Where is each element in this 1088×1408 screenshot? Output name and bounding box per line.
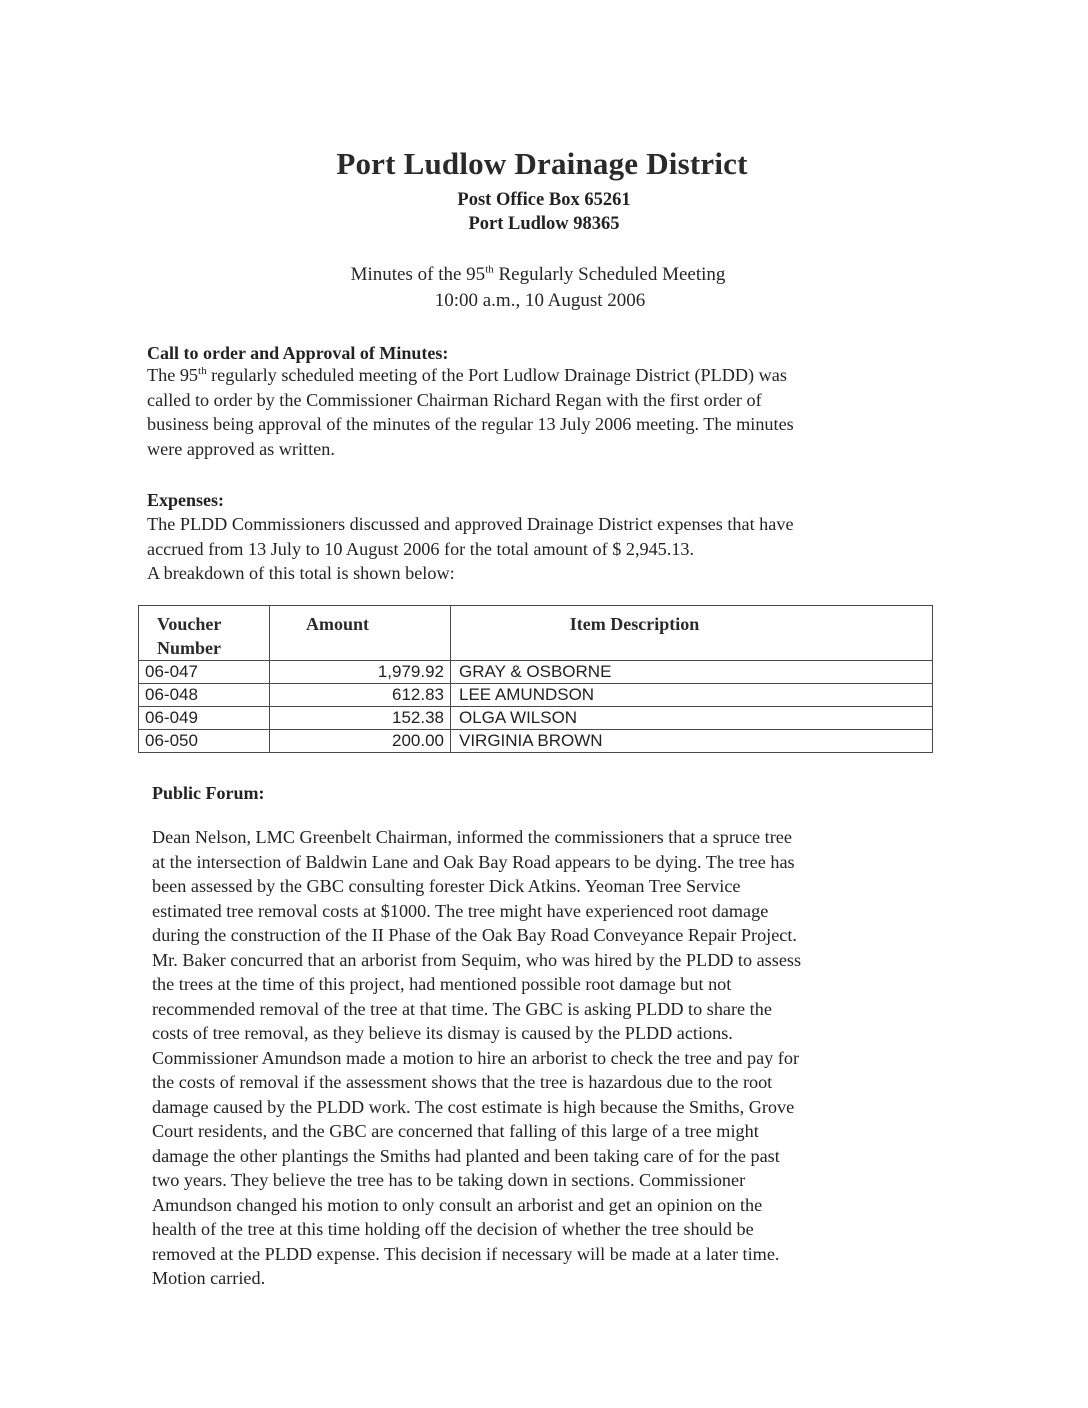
description-cell: GRAY & OSBORNE xyxy=(451,661,933,684)
paragraph-line: during the construction of the II Phase of the Oak Bay Road Conveyance Repair Project. xyxy=(152,925,797,945)
call-to-order-paragraph xyxy=(147,363,937,461)
paragraph-line: were approved as written. xyxy=(147,438,335,459)
title-text: Port Ludlow Drainage District xyxy=(336,146,748,181)
paragraph-line: Dean Nelson, LMC Greenbelt Chairman, informed the commissioners that a spruce tree xyxy=(152,827,792,847)
expenses-paragraph xyxy=(147,512,937,586)
paragraph-line: Court residents, and the GBC are concerned that falling of this large of a tree might xyxy=(152,1121,759,1141)
description-cell: VIRGINIA BROWN xyxy=(451,730,933,753)
paragraph-line xyxy=(147,363,937,388)
paragraph-line: at the intersection of Baldwin Lane and Oak Bay Road appears to be dying. The tree has xyxy=(152,851,795,872)
header-item-description: Item Description xyxy=(451,606,933,661)
amount-cell: 152.38 xyxy=(270,707,451,730)
line-text: The 95 xyxy=(147,365,199,385)
table-row xyxy=(139,661,933,684)
table-row xyxy=(139,707,933,730)
ordinal-suffix: th xyxy=(485,263,494,276)
paragraph-line: Amundson changed his motion to only consult an arborist and get an opinion on the xyxy=(152,1194,763,1215)
meeting-datetime: 10:00 a.m., 10 August 2006 xyxy=(434,290,646,311)
paragraph-line: Mr. Baker concurred that an arborist from Sequim, who was hired by the PLDD to assess xyxy=(152,949,802,970)
paragraph-line: business being approval of the minutes of the regular 13 July 2006 meeting. The minutes xyxy=(147,414,794,434)
table-header-row xyxy=(139,606,933,661)
table-row xyxy=(139,730,933,753)
header-text: Voucher xyxy=(157,614,222,634)
address-po-box: Post Office Box 65261 xyxy=(457,190,631,210)
paragraph-line: health of the tree at this time holding off the decision of whether the tree should be xyxy=(152,1219,754,1239)
paragraph-line: the trees at the time of this project, had mentioned possible root damage but not xyxy=(152,974,732,994)
paragraph-line: estimated tree removal costs at $1000. The tree might have experienced root damage xyxy=(152,900,769,921)
paragraph-line: two years. They believe the tree has to be taking down in sections. Commissioner xyxy=(152,1170,746,1190)
paragraph-line: accrued from 13 July to 10 August 2006 for the total amount of $ 2,945.13. xyxy=(147,538,695,559)
amount-cell: 1,979.92 xyxy=(270,661,451,684)
voucher-cell: 06-050 xyxy=(139,730,270,753)
voucher-cell: 06-047 xyxy=(139,661,270,684)
expenses-table xyxy=(138,605,933,753)
header-voucher-number xyxy=(139,606,270,661)
header-text: Number xyxy=(157,638,221,658)
voucher-cell: 06-048 xyxy=(139,684,270,707)
meeting-prefix: Minutes of the 95 xyxy=(350,264,486,285)
paragraph-line: removed at the PLDD expense. This decision if necessary will be made at a later time. xyxy=(152,1243,780,1264)
table-row xyxy=(139,684,933,707)
document-title xyxy=(0,146,1088,182)
paragraph-line: Commissioner Amundson made a motion to hire an arborist to check the tree and pay for xyxy=(152,1047,800,1068)
address-city-zip: Port Ludlow 98365 xyxy=(468,214,620,234)
description-cell: OLGA WILSON xyxy=(451,707,933,730)
paragraph-line: Motion carried. xyxy=(152,1268,266,1288)
paragraph-line: damage caused by the PLDD work. The cost estimate is high because the Smiths, Grove xyxy=(152,1096,795,1117)
expenses-heading: Expenses: xyxy=(147,490,225,510)
meeting-suffix: Regularly Scheduled Meeting xyxy=(493,264,726,285)
paragraph-line: called to order by the Commissioner Chairman Richard Regan with the first order of xyxy=(147,389,762,410)
paragraph-line: recommended removal of the tree at that time. The GBC is asking PLDD to share the xyxy=(152,998,772,1019)
paragraph-line: The PLDD Commissioners discussed and approved Drainage District expenses that have xyxy=(147,514,794,534)
voucher-cell: 06-049 xyxy=(139,707,270,730)
amount-cell: 200.00 xyxy=(270,730,451,753)
description-cell: LEE AMUNDSON xyxy=(451,684,933,707)
call-to-order-heading: Call to order and Approval of Minutes: xyxy=(147,343,449,363)
ordinal-suffix: th xyxy=(198,364,207,377)
public-forum-paragraph xyxy=(152,825,942,1291)
amount-cell: 612.83 xyxy=(270,684,451,707)
meeting-title xyxy=(0,264,1082,286)
paragraph-line: the costs of removal if the assessment shows that the tree is hazardous due to the root xyxy=(152,1072,773,1092)
paragraph-line: been assessed by the GBC consulting forester Dick Atkins. Yeoman Tree Service xyxy=(152,876,741,896)
paragraph-line: costs of tree removal, as they believe its dismay is caused by the PLDD actions. xyxy=(152,1023,733,1043)
paragraph-line: damage the other plantings the Smiths had planted and been taking care of for the past xyxy=(152,1145,780,1166)
paragraph-line: A breakdown of this total is shown below: xyxy=(147,563,455,583)
header-amount: Amount xyxy=(270,606,451,661)
line-text: regularly scheduled meeting of the Port Ludlow Drainage District (PLDD) was xyxy=(206,365,787,385)
public-forum-heading: Public Forum: xyxy=(152,783,265,803)
